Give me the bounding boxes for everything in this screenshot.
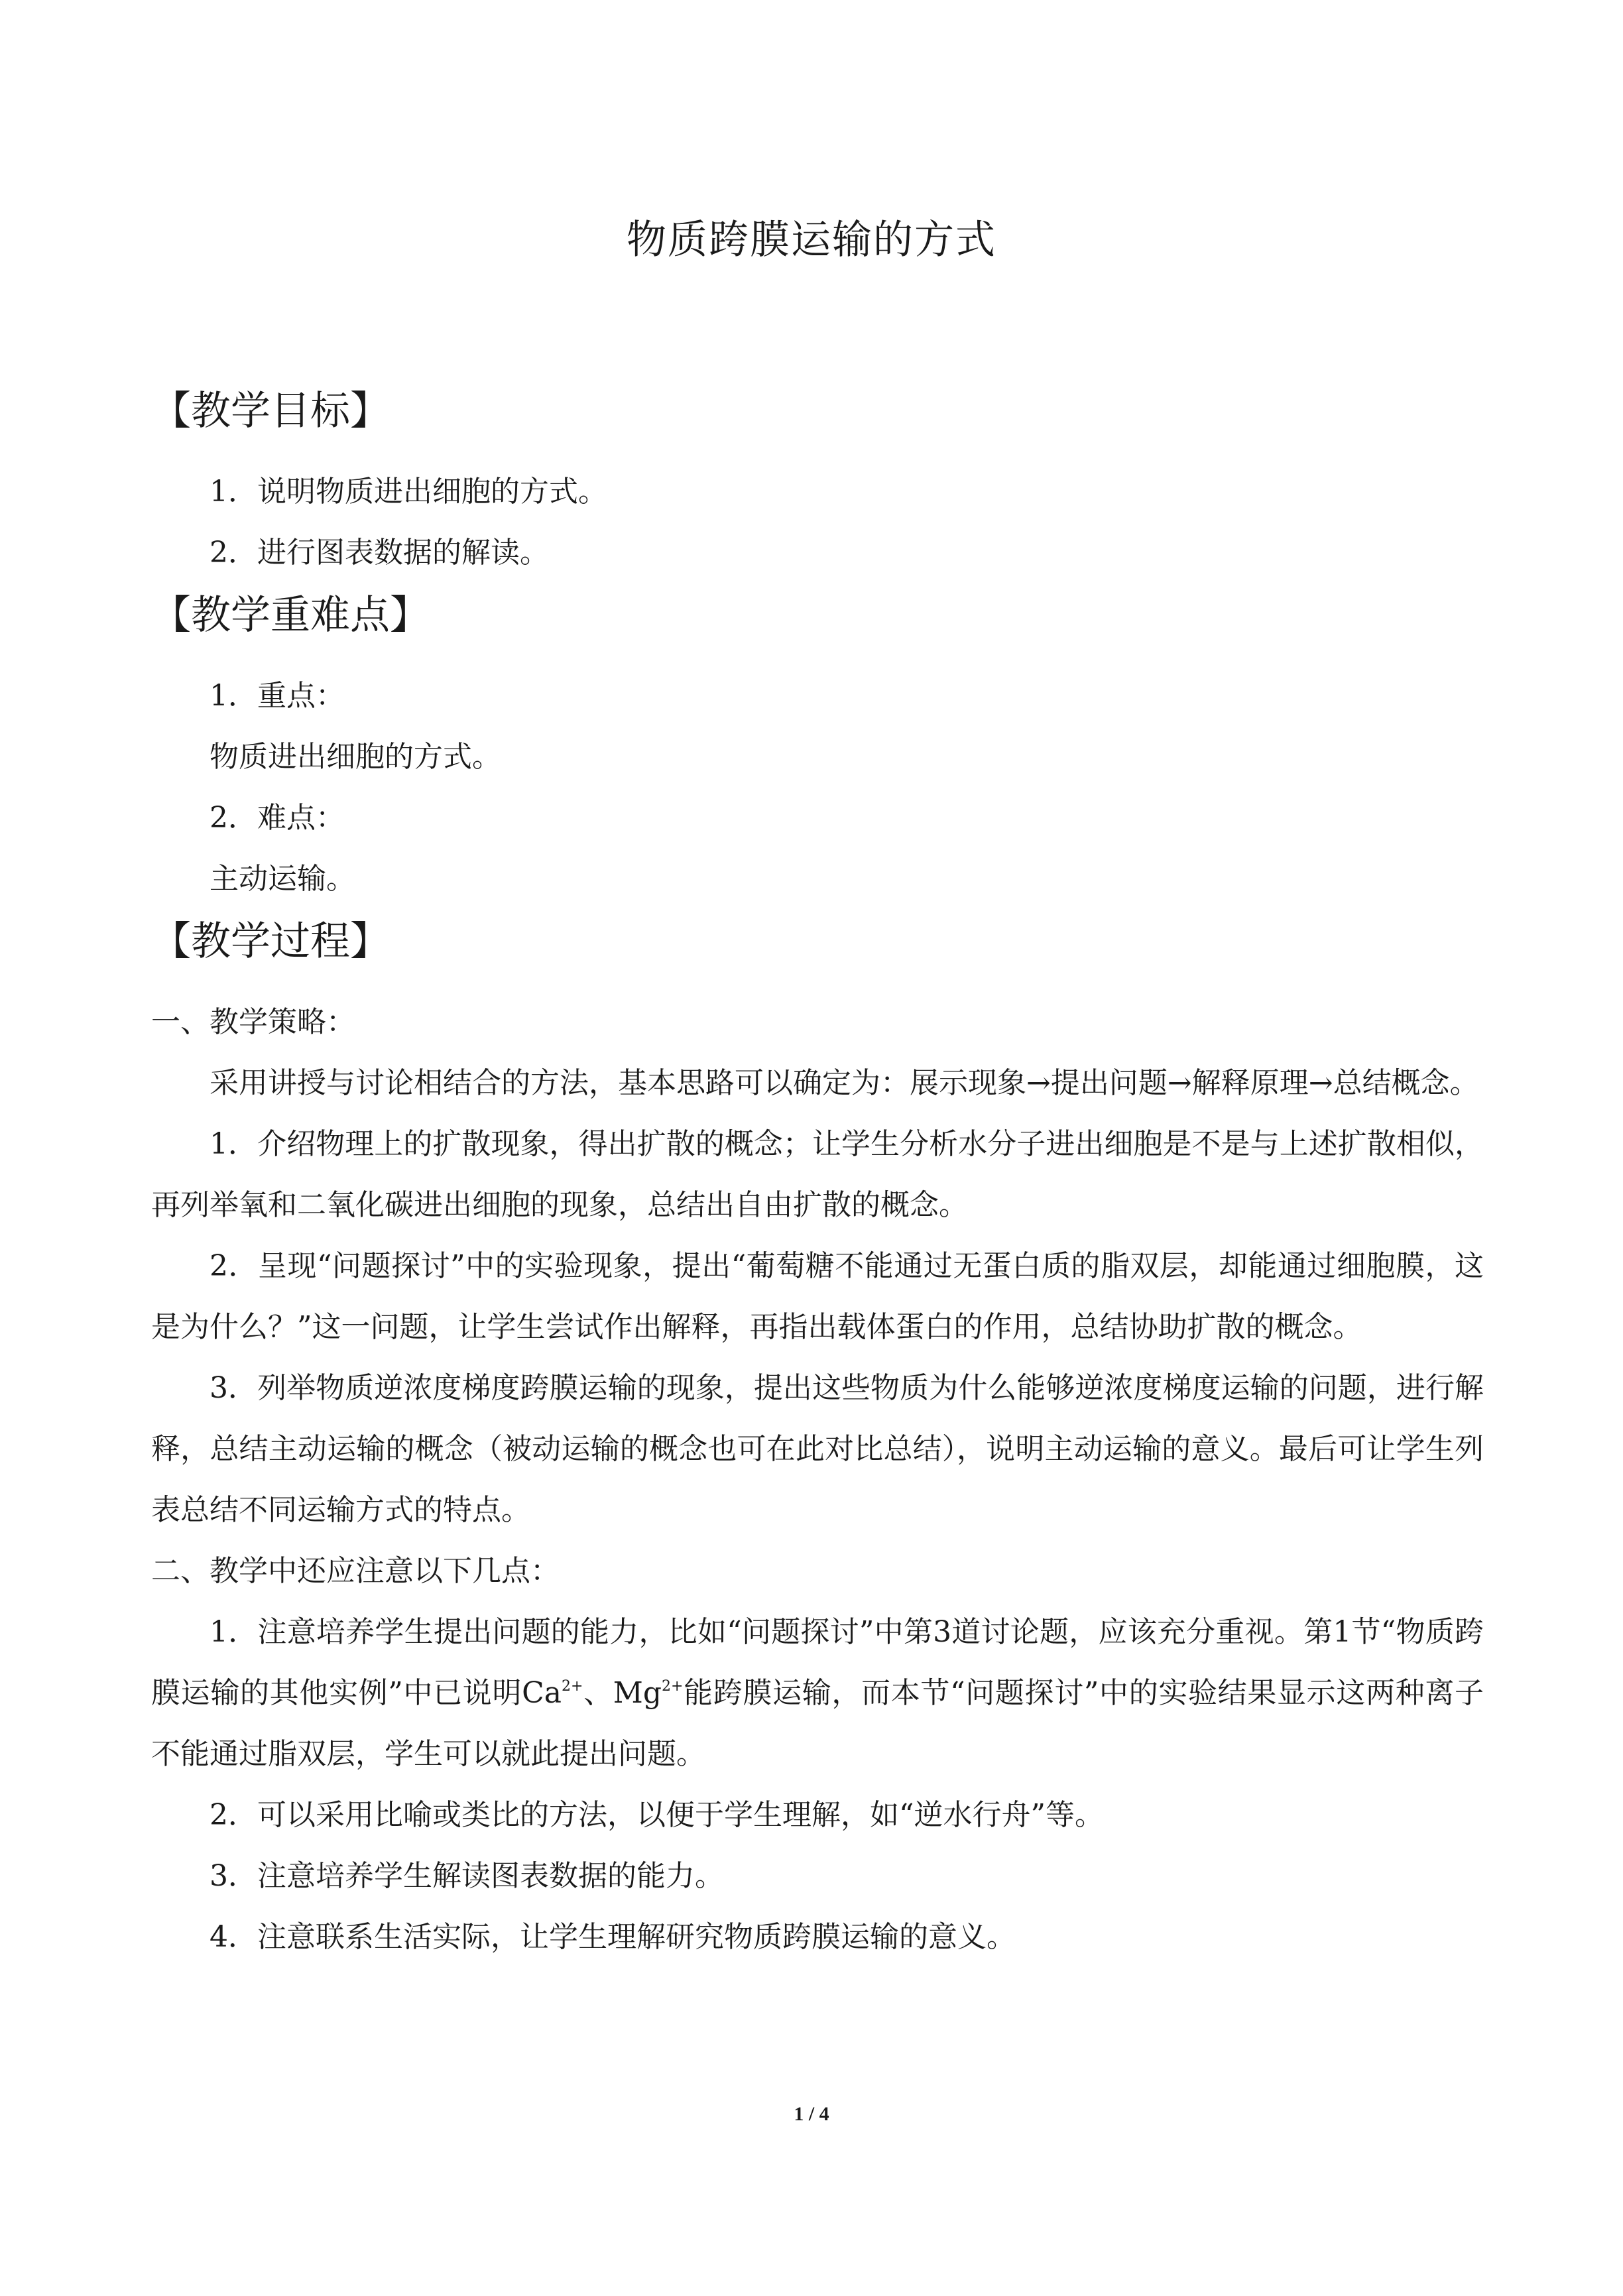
strategy-item: 3．列举物质逆浓度梯度跨膜运输的现象，提出这些物质为什么能够逆浓度梯度运输的问题，进行解释，总结主动运输的概念（被动运输的概念也可在此对比总结），说明主动运输的意义。最后可让学生列表总结不同运输方式的特点。 xyxy=(151,1371,1484,1527)
section-heading-objectives: 【教学目标】 xyxy=(151,388,390,434)
note-text: 1．注意培养学生提出问题的能力，比如“问题探讨”中第3道讨论题，应该充分重视。第1节“物质跨膜运输的其他实例”中已说明Ca xyxy=(151,1615,1484,1710)
page-number: 1 / 4 xyxy=(794,2103,829,2125)
note-item: 2．可以采用比喻或类比的方法，以便于学生理解，如“逆水行舟”等。 xyxy=(210,1798,1104,1832)
objective-item: 2．进行图表数据的解读。 xyxy=(210,536,549,570)
section-heading-process: 【教学过程】 xyxy=(151,918,390,965)
strategy-item: 2．呈现“问题探讨”中的实验现象，提出“葡萄糖不能通过无蛋白质的脂双层，却能通过细胞膜，这是为什么？”这一问题，让学生尝试作出解释，再指出载体蛋白的作用，总结协助扩散的概念。 xyxy=(151,1249,1484,1344)
strategy-heading: 一、教学策略： xyxy=(151,1005,355,1039)
strategy-item: 1．介绍物理上的扩散现象，得出扩散的概念；让学生分析水分子进出细胞是不是与上述扩散相似，再列举氧和二氧化碳进出细胞的现象，总结出自由扩散的概念。 xyxy=(151,1127,1484,1222)
ion-charge-superscript: 2+ xyxy=(562,1678,583,1695)
document-body xyxy=(151,385,1484,1968)
key-point-text: 物质进出细胞的方式。 xyxy=(210,740,501,774)
note-text: 能跨膜运输，而本节“问题探讨”中的实验结果显示这两种离子不能通过脂双层，学生可以就此提出问题。 xyxy=(151,1676,1484,1771)
strategy-intro: 采用讲授与讨论相结合的方法，基本思路可以确定为：展示现象→提出问题→解释原理→总结概念。 xyxy=(210,1066,1479,1100)
objective-item: 1．说明物质进出细胞的方式。 xyxy=(210,475,607,509)
page-title: 物质跨膜运输的方式 xyxy=(627,217,996,263)
note-item xyxy=(151,1602,1484,1785)
ion-charge-superscript: 2+ xyxy=(662,1678,684,1695)
difficult-point-text: 主动运输。 xyxy=(210,862,355,896)
note-item: 3．注意培养学生解读图表数据的能力。 xyxy=(210,1859,724,1893)
key-point-label: 1．重点： xyxy=(210,679,345,713)
note-text: 、Mg xyxy=(583,1676,662,1710)
note-item: 4．注意联系生活实际，让学生理解研究物质跨膜运输的意义。 xyxy=(210,1920,1016,1954)
notes-heading: 二、教学中还应注意以下几点： xyxy=(151,1554,560,1588)
difficult-point-label: 2．难点： xyxy=(210,801,345,835)
section-heading-key-points: 【教学重难点】 xyxy=(151,592,430,638)
